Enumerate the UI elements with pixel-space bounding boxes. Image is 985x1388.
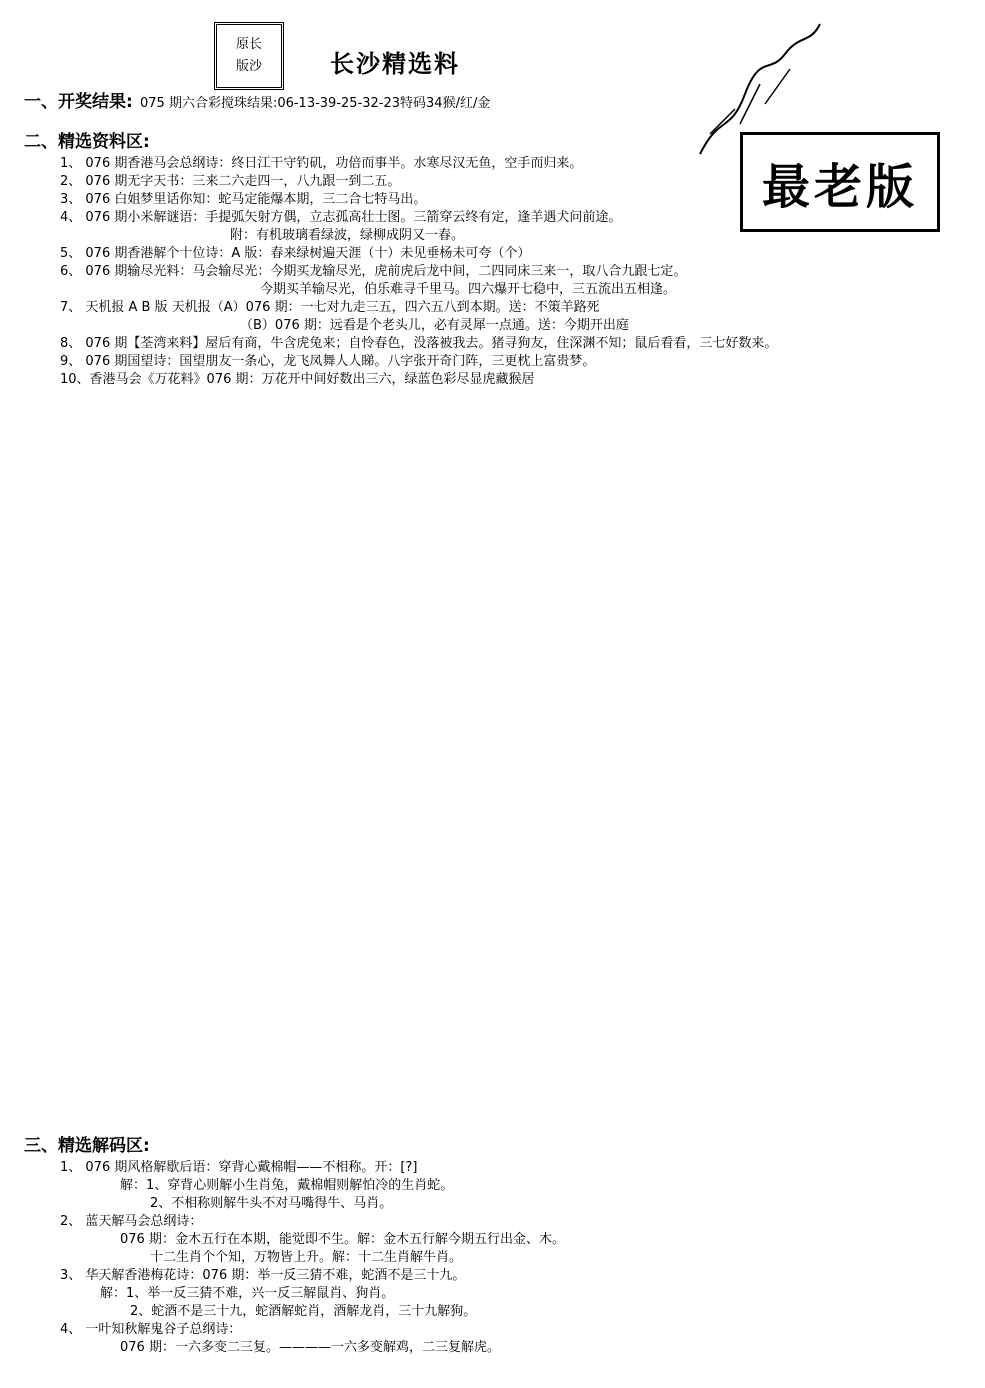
text-line: 8、 076 期【荃湾来料】屋后有商，牛含虎兔来；自怜春色，没落被我去。猪寻狗友，住深渊不知；鼠后看看，三七好数来。 <box>60 336 778 351</box>
stamp-bottom-text: 版沙 <box>235 59 262 74</box>
text-line: 十二生肖个个知，万物皆上升。解：十二生肖解牛肖。 <box>150 1250 463 1265</box>
text-line: 2、 蓝天解马会总纲诗： <box>60 1214 203 1229</box>
section3-heading: 三、精选解码区: <box>24 1136 150 1156</box>
text-line: 10、香港马会《万花料》076 期：万花开中间好数出三六，绿蓝色彩尽显虎藏猴居 <box>60 372 535 387</box>
text-line: 解：1、举一反三猜不难，兴一反三解鼠肖、狗肖。 <box>100 1286 395 1301</box>
result-heading: 一、开奖结果: <box>24 92 133 112</box>
stamp-top-text: 原长 <box>235 37 262 52</box>
text-line: 2、不相称则解牛头不对马嘴得牛、马肖。 <box>150 1196 393 1211</box>
text-line: 3、 华天解香港梅花诗：076 期：举一反三猜不难，蛇酒不是三十九。 <box>60 1268 466 1283</box>
text-line: （B）076 期：远看是个老头儿，必有灵犀一点通。送：今期开出庭 <box>240 318 629 333</box>
text-line: 4、 076 期小米解谜语：手提弧矢射方偶，立志孤高壮士图。三箭穿云终有定，逢羊遇犬问前途。 <box>60 210 622 225</box>
page-title: 长沙精选料 <box>330 50 460 78</box>
text-line: 今期买羊输尽光，伯乐难寻千里马。四六爆开七稳中，三五流出五相逢。 <box>260 282 677 297</box>
text-line: 7、 天机报 A B 版 天机报（A）076 期：一七对九走三五，四六五八到本期。送：不策羊路死 <box>60 300 600 315</box>
text-line: 076 期：一六多变二三复。————一六多变解鸡，二三复解虎。 <box>120 1340 500 1355</box>
text-line: 附：有机玻璃看绿波，绿柳成阴又一春。 <box>230 228 465 243</box>
text-line: 076 期：金木五行在本期，能觉即不生。解：金木五行解今期五行出金、木。 <box>120 1232 565 1247</box>
text-line: 6、 076 期输尽光料：马会输尽光：今期买龙输尽光，虎前虎后龙中间，二四同床三来一，取八合九跟七定。 <box>60 264 687 279</box>
text-line: 1、 076 期风格解歇后语：穿背心戴棉帽——不相称。开：[?] <box>60 1160 418 1175</box>
text-line: 1、 076 期香港马会总纲诗：终日江干守钓矶，功倍而事半。水寒尽汉无鱼，空手而归来。 <box>60 156 583 171</box>
result-text: 075 期六合彩搅珠结果:06-13-39-25-32-23特码34猴/红/金 <box>140 96 491 111</box>
edition-badge: 最老版 <box>740 132 940 232</box>
text-line: 2、 076 期无字天书：三来二六走四一，八九跟一到二五。 <box>60 174 401 189</box>
section2-heading: 二、精选资料区: <box>24 132 150 152</box>
edition-stamp <box>214 22 284 90</box>
text-line: 4、 一叶知秋解鬼谷子总纲诗： <box>60 1322 242 1337</box>
text-line: 2、蛇酒不是三十九，蛇酒解蛇肖，酒解龙肖，三十九解狗。 <box>130 1304 477 1319</box>
text-line: 解：1、穿背心则解小生肖兔，戴棉帽则解怕冷的生肖蛇。 <box>120 1178 454 1193</box>
text-line: 3、 076 白姐梦里话你知：蛇马定能爆本期，三二合七特马出。 <box>60 192 427 207</box>
text-line: 9、 076 期国望诗：国望朋友一条心，龙飞凤舞人人睇。八字张开奇门阵，三更枕上富贵梦。 <box>60 354 596 369</box>
text-line: 5、 076 期香港解个十位诗：A 版：春来绿树遍天涯（十）未见垂杨未可夸（个） <box>60 246 531 261</box>
